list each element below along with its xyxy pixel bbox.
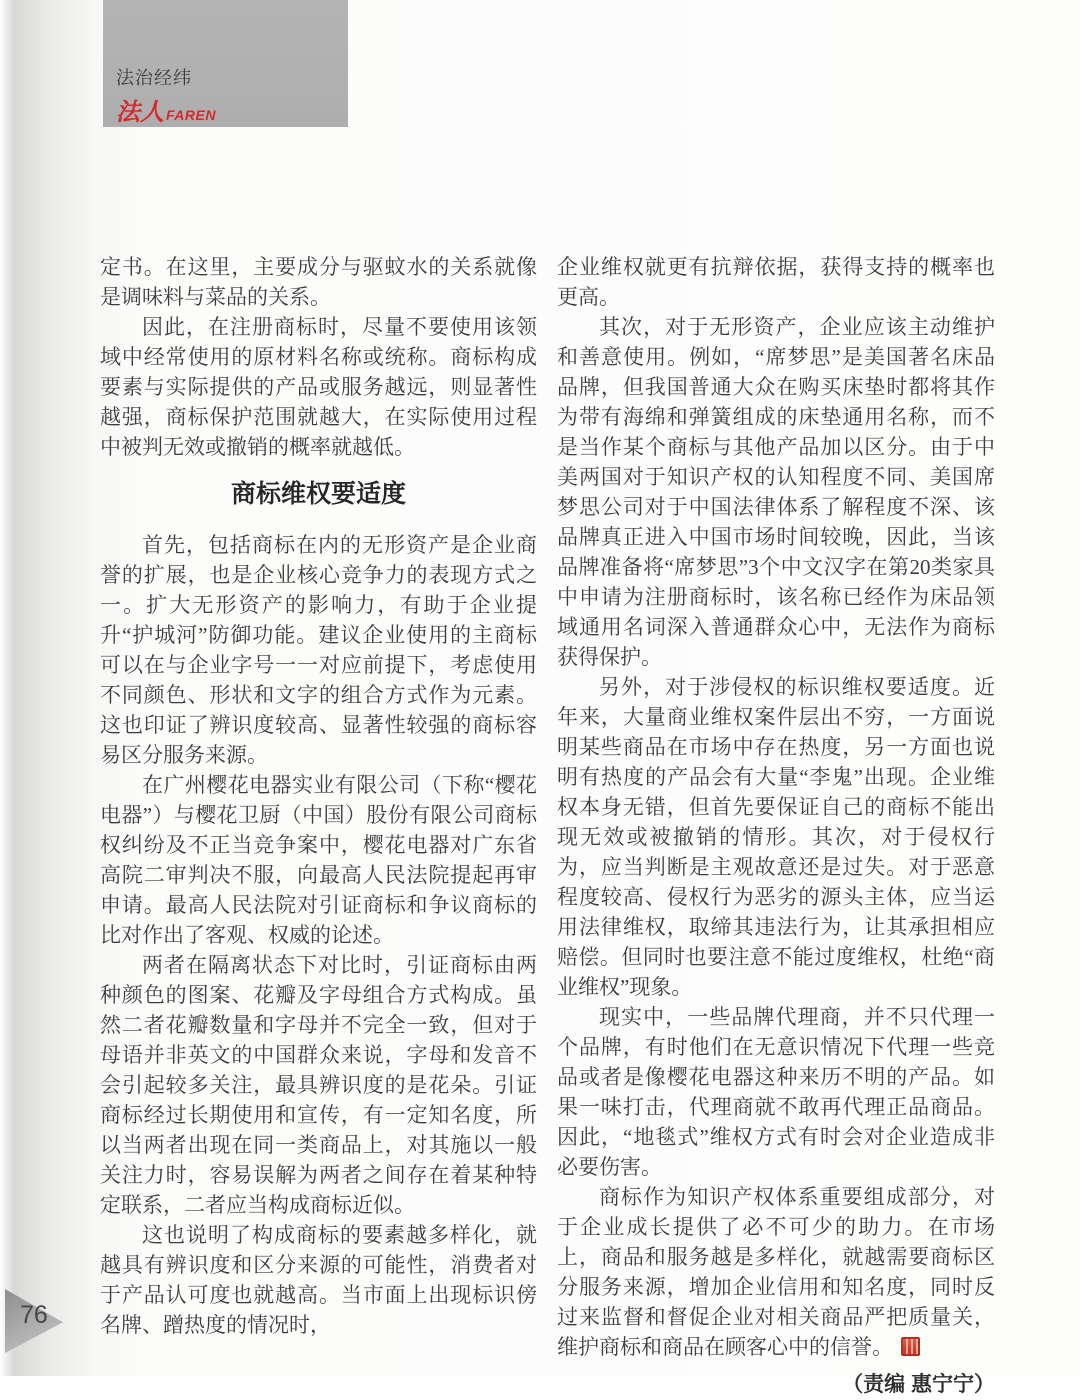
- article-paragraph: 两者在隔离状态下对比时，引证商标由两种颜色的图案、花瓣及字母组合方式构成。虽然二者花瓣数量和字母并不完全一致，但对于母语并非英文的中国群众来说，字母和发音不会引起较多关注，最具辨识度的是花朵。引证商标经过长期使用和宣传，有一定知名度，所以当两者出现在同一类商品上，对其施以一般关注力时，容易误解为两者之间存在着某种特定联系，二者应当构成商标近似。: [100, 953, 537, 1217]
- section-label: 法治经纬: [116, 68, 192, 88]
- article-paragraph: 在广州樱花电器实业有限公司（下称“樱花电器”）与樱花卫厨（中国）股份有限公司商标权纠纷及不正当竞争案中，樱花电器对广东省高院二审判决不服，向最高人民法院提起再审申请。最高人民法院对引证商标和争议商标的比对作出了客观、权威的论述。: [100, 773, 537, 947]
- section-heading: 商标维权要适度: [230, 480, 406, 508]
- article-paragraph: [557, 1182, 995, 1362]
- article-paragraph: 因此，在注册商标时，尽量不要使用该领域中经常使用的原材料名称或统称。商标构成要素与实际提供的产品或服务越远，则显著性越强，商标保护范围就越大，在实际使用过程中被判无效或撤销的概率就越低。: [100, 315, 537, 459]
- article-paragraph: 另外，对于涉侵权的标识维权要适度。近年来，大量商业维权案件层出不穷，一方面说明某些商品在市场中存在热度，另一方面也说明有热度的产品会有大量“李鬼”出现。企业维权本身无错，但首先要保证自己的商标不能出现无效或被撤销的情形。其次，对于侵权行为，应当判断是主观故意还是过失。对于恶意程度较高、侵权行为恶劣的源头主体，应当运用法律维权，取缔其违法行为，让其承担相应赔偿。但同时也要注意不能过度维权，杜绝“商业维权”现象。: [557, 675, 995, 999]
- article-paragraph: 企业维权就更有抗辩依据，获得支持的概率也更高。: [557, 255, 995, 309]
- article-paragraph: 定书。在这里，主要成分与驱蚊水的关系就像是调味料与菜品的关系。: [100, 255, 537, 309]
- end-of-article-seal-icon: [901, 1337, 920, 1356]
- page-number: 76: [20, 1301, 48, 1329]
- article-paragraph: 现实中，一些品牌代理商，并不只代理一个品牌，有时他们在无意识情况下代理一些竞品或者是像樱花电器这种来历不明的产品。如果一味打击，代理商就不敢再代理正品商品。因此，“地毯式”维权方式有时会对企业造成非必要伤害。: [557, 1005, 995, 1179]
- faren-logo: [116, 92, 216, 127]
- right-column: [557, 252, 995, 1400]
- logo-en-text: FAREN: [166, 107, 216, 123]
- header-section-block: [103, 0, 348, 127]
- logo-cn-text: 法人: [116, 99, 164, 126]
- article-paragraph-text: 商标作为知识产权体系重要组成部分，对于企业成长提供了必不可少的助力。在市场上，商品和服务越是多样化，就越需要商标区分服务来源，增加企业信用和知名度，同时反过来监督和督促企业对相关商品严把质量关，维护商标和商品在顾客心中的信誉。: [557, 1185, 995, 1359]
- left-column: [100, 252, 537, 1340]
- article-paragraph: 这也说明了构成商标的要素越多样化，就越具有辨识度和区分来源的可能性，消费者对于产品认可度也就越高。当市面上出现标识傍名牌、蹭热度的情况时，: [100, 1223, 537, 1337]
- editor-byline: （责编 惠宁宁）: [842, 1373, 995, 1396]
- article-paragraph: 首先，包括商标在内的无形资产是企业商誉的扩展，也是企业核心竞争力的表现方式之一。扩大无形资产的影响力，有助于企业提升“护城河”防御功能。建议企业使用的主商标可以在与企业字号一一对应前提下，考虑使用不同颜色、形状和文字的组合方式作为元素。这也印证了辨识度较高、显著性较强的商标容易区分服务来源。: [100, 533, 537, 767]
- article-paragraph: 其次，对于无形资产，企业应该主动维护和善意使用。例如，“席梦思”是美国著名床品品牌，但我国普通大众在购买床垫时都将其作为带有海绵和弹簧组成的床垫通用名称，而不是当作某个商标与其他产品加以区分。由于中美两国对于知识产权的认知程度不同、美国席梦思公司对于中国法律体系了解程度不深、该品牌真正进入中国市场时间较晚，因此，当该品牌准备将“席梦思”3个中文汉字在第20类家具中申请为注册商标时，该名称已经作为床品领域通用名词深入普通群众心中，无法作为商标获得保护。: [557, 315, 995, 669]
